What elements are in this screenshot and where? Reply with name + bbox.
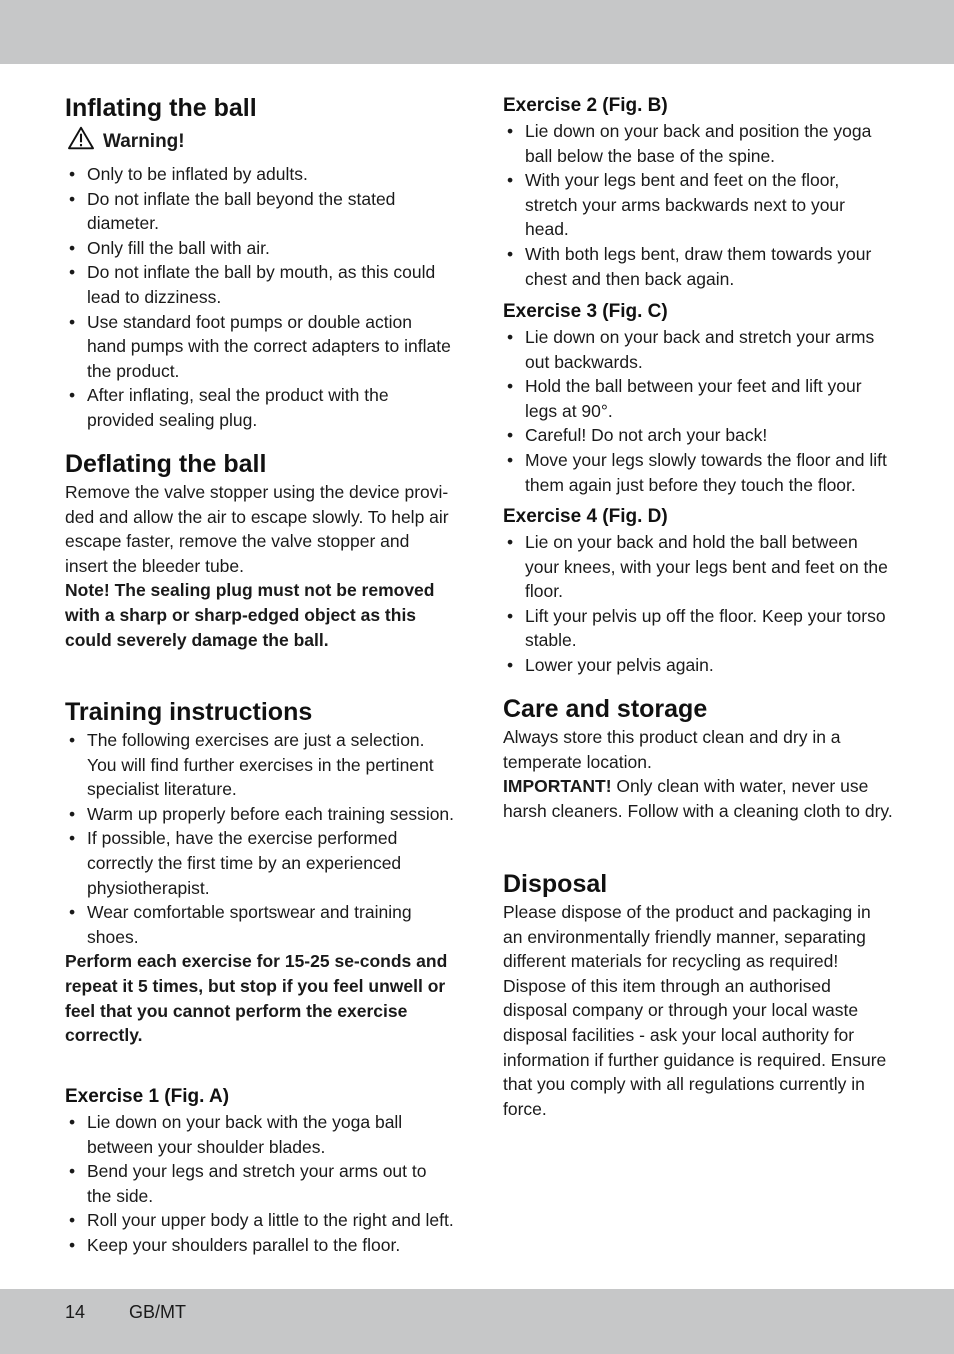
list-item: • Lie down on your back and position the yoga ball below the base of the spine.	[503, 119, 893, 168]
list-item: • With your legs bent and feet on the floor, stretch your arms backwards next to your head.	[503, 168, 893, 242]
header-band	[0, 0, 954, 64]
list-item: • Move your legs slowly towards the floor and lift them again just before they touch the floor.	[503, 448, 893, 497]
exercise-4-list	[503, 530, 893, 678]
list-item: • After inflating, seal the product with the provided sealing plug.	[65, 383, 455, 432]
exercise-2-title: Exercise 2 (Fig. B)	[503, 95, 668, 116]
important-label: IMPORTANT!	[503, 776, 612, 797]
section-exercise-2	[503, 93, 893, 291]
exercise-1-title: Exercise 1 (Fig. A)	[65, 1086, 230, 1107]
list-item: • Keep your shoulders parallel to the floor.	[65, 1233, 455, 1258]
list-item: • Warm up properly before each training session.	[65, 802, 455, 827]
list-item: • Do not inflate the ball beyond the stated diameter.	[65, 187, 455, 236]
deflating-text: Remove the valve stopper using the device provi-ded and allow the air to escape slowly. To help air escape faster, remove the valve stopper and insert the bleeder tube.	[65, 482, 449, 576]
list-item: • Careful! Do not arch your back!	[503, 423, 893, 448]
section-title-care: Care and storage	[503, 695, 708, 723]
exercise-2-list	[503, 119, 893, 291]
exercise-3-title: Exercise 3 (Fig. C)	[503, 301, 668, 322]
list-item: • Do not inflate the ball by mouth, as this could lead to dizziness.	[65, 260, 455, 309]
section-disposal	[503, 868, 893, 1121]
list-item: • The following exercises are just a selection. You will find further exercises in the pertinent specialist literature.	[65, 728, 455, 802]
list-item: • Wear comfortable sportswear and training shoes.	[65, 900, 455, 949]
page-language: GB/MT	[129, 1302, 186, 1322]
page-number: 14	[65, 1302, 86, 1322]
list-item: • Lie on your back and hold the ball between your knees, with your legs bent and feet on the floor.	[503, 530, 893, 604]
list-item: • Bend your legs and stretch your arms out to the side.	[65, 1159, 455, 1208]
section-title-deflating: Deflating the ball	[65, 450, 267, 478]
list-item: • Lift your pelvis up off the floor. Keep your torso stable.	[503, 604, 893, 653]
care-text: Always store this product clean and dry in a temperate location.	[503, 727, 841, 772]
list-item: • Lie down on your back with the yoga ball between your shoulder blades.	[65, 1110, 455, 1159]
list-item: • Roll your upper body a little to the right and left.	[65, 1208, 455, 1233]
disposal-text: Please dispose of the product and packaging in an environmentally friendly manner, separating different materials for recycling as required! Dispose of this item through an authorised disposal company or through your local waste disposal facilities - ask your local authority for information if further guidance is required. Ensure that you comply with all regulations currently in force.	[503, 902, 887, 1119]
exercise-4-title: Exercise 4 (Fig. D)	[503, 506, 668, 527]
deflating-note: Note! The sealing plug must not be removed with a sharp or sharp-edged object as this could severely damage the ball.	[65, 580, 435, 650]
section-title-inflating: Inflating the ball	[65, 94, 257, 122]
section-inflating	[65, 92, 455, 433]
list-item: • Lie down on your back and stretch your arms out backwards.	[503, 325, 893, 374]
exercise-3-list	[503, 325, 893, 497]
section-training	[65, 696, 455, 1048]
warning-triangle-icon	[65, 126, 97, 158]
section-care	[503, 693, 893, 823]
warning-line	[65, 126, 455, 158]
training-note: Perform each exercise for 15-25 se-conds and repeat it 5 times, but stop if you feel unwell or feel that you cannot perform the exercise correctly.	[65, 951, 448, 1046]
section-exercise-3	[503, 299, 893, 497]
section-title-disposal: Disposal	[503, 870, 608, 898]
list-item: • Only to be inflated by adults.	[65, 162, 455, 187]
section-title-training: Training instructions	[65, 698, 313, 726]
list-item: • Only fill the ball with air.	[65, 236, 455, 261]
section-exercise-4	[503, 504, 893, 678]
list-item: • Hold the ball between your feet and lift your legs at 90°.	[503, 374, 893, 423]
section-exercise-1	[65, 1084, 455, 1258]
list-item: • Use standard foot pumps or double action hand pumps with the correct adapters to inflate the product.	[65, 310, 455, 384]
list-item: • With both legs bent, draw them towards your chest and then back again.	[503, 242, 893, 291]
warning-label: Warning!	[103, 131, 185, 152]
exercise-1-list	[65, 1110, 455, 1258]
section-deflating	[65, 448, 455, 652]
list-item: • If possible, have the exercise performed correctly the first time by an experienced physiotherapist.	[65, 826, 455, 900]
inflating-list	[65, 162, 455, 433]
training-list	[65, 728, 455, 949]
list-item: • Lower your pelvis again.	[503, 653, 893, 678]
care-important	[503, 774, 893, 823]
important-text: Only clean with water, never use harsh cleaners. Follow with a cleaning cloth to dry.	[503, 776, 893, 821]
